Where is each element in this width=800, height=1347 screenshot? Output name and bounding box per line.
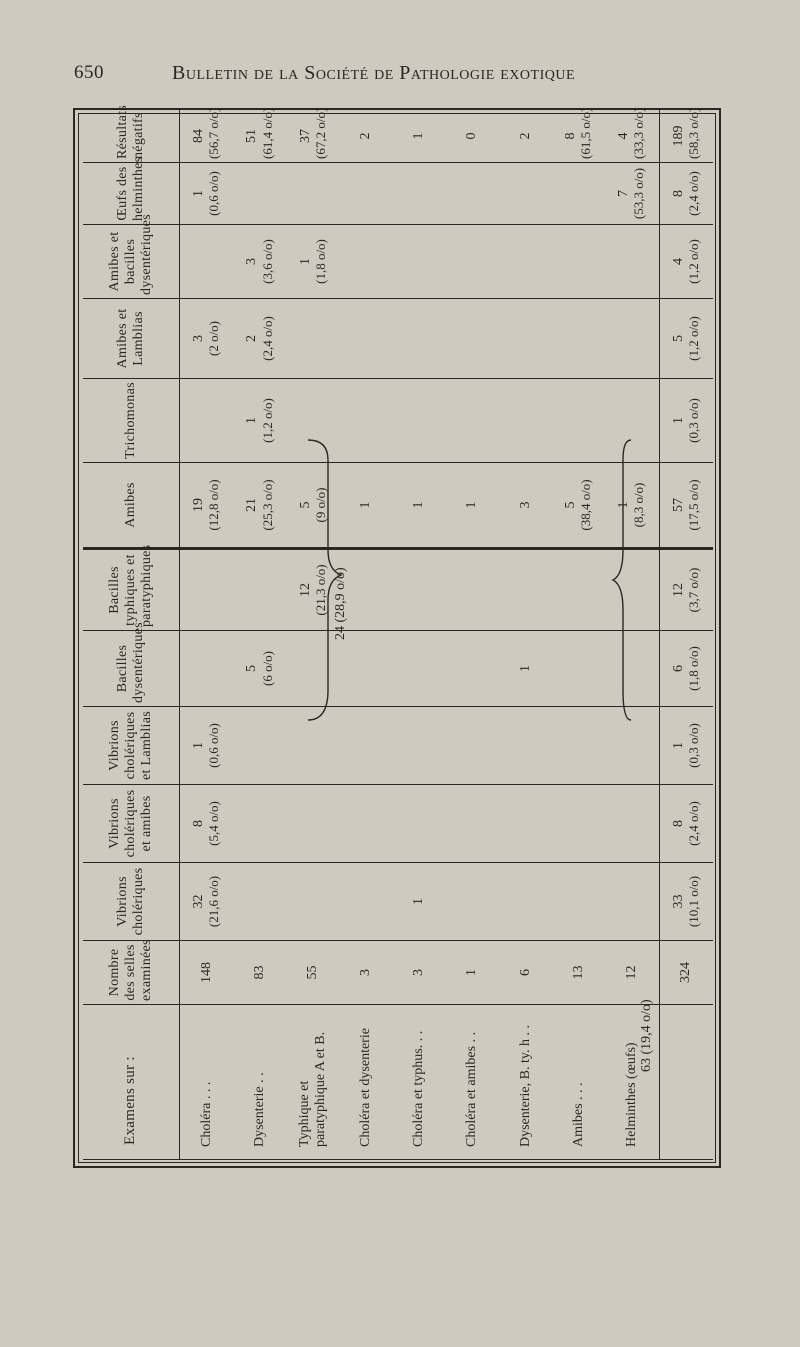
table-cell — [340, 785, 393, 863]
cell-percent: (1,8 o/o) — [312, 239, 328, 284]
table-cell — [233, 631, 286, 707]
group-note-total: 63 (19,4 o/o) — [639, 999, 654, 1072]
table-cell — [446, 549, 499, 631]
table-cell — [499, 225, 552, 299]
table-cell — [340, 379, 393, 463]
table-cell — [446, 463, 499, 549]
table-cell — [499, 941, 552, 1005]
cell-percent: (61,4 o/o) — [259, 107, 275, 159]
row-label: Dysenterie . . — [233, 1005, 286, 1160]
table-cell — [180, 463, 234, 549]
column-header: Nombre des selles examinées — [83, 941, 180, 1005]
table-cell — [340, 631, 393, 707]
table-cell — [393, 379, 446, 463]
table-cell — [605, 707, 659, 785]
table-cell — [180, 863, 234, 941]
cell-count: 1 — [670, 742, 686, 749]
table-cell — [393, 707, 446, 785]
cell-count: 1 — [297, 258, 313, 265]
cell-count: 1 — [464, 501, 480, 509]
table-cell — [286, 163, 339, 225]
table-cell — [552, 549, 605, 631]
row-label: Choléra et amibes . . — [446, 1005, 499, 1160]
column-header: Résultats négatifs — [83, 110, 180, 163]
table-cell — [605, 163, 659, 225]
table-cell — [659, 107, 713, 163]
table-cell — [552, 299, 605, 379]
table-cell — [446, 863, 499, 941]
table-cell — [286, 379, 339, 463]
table-row — [233, 110, 286, 1160]
table-cell — [659, 941, 713, 1005]
table-cell — [286, 631, 339, 707]
cell-count: 6 — [517, 969, 533, 976]
cell-percent: (21,3 o/o) — [312, 564, 328, 616]
cell-count: 21 — [244, 498, 260, 512]
table-cell — [499, 299, 552, 379]
column-header: Vibrions cholériques — [83, 863, 180, 941]
table-cell — [286, 549, 339, 631]
table-cell — [180, 941, 234, 1005]
table-cell — [552, 379, 605, 463]
table-cell — [233, 707, 286, 785]
cell-count: 1 — [191, 190, 207, 197]
table-cell — [499, 785, 552, 863]
cell-percent: (9 o/o) — [312, 487, 328, 523]
table-cell — [499, 707, 552, 785]
table-row — [659, 110, 713, 1160]
cell-count: 12 — [297, 583, 313, 597]
table-cell — [605, 299, 659, 379]
row-label: Choléra et dysenterie — [340, 1005, 393, 1160]
cell-percent: (12,8 o/o) — [206, 479, 222, 531]
cell-count: 1 — [616, 501, 632, 509]
table-cell — [233, 863, 286, 941]
table-row — [499, 110, 552, 1160]
table-cell — [233, 225, 286, 299]
cell-count: 189 — [670, 125, 686, 147]
table-cell — [605, 785, 659, 863]
row-label: Amibes . . . — [552, 1005, 605, 1160]
table-cell — [180, 225, 234, 299]
cell-percent: (0,6 o/o) — [206, 723, 222, 768]
table-cell — [659, 379, 713, 463]
table-header-row — [83, 110, 180, 1160]
table-cell — [340, 163, 393, 225]
cell-count: 5 — [297, 501, 313, 509]
cell-count: 148 — [198, 962, 214, 983]
cell-count: 2 — [244, 335, 260, 342]
group-note-typhique: 24 (28,9 o/o) — [333, 567, 348, 640]
row-label: Choléra . . . — [180, 1005, 234, 1160]
cell-count: 1 — [670, 417, 686, 424]
row-label: Typhique et paratyphique A et B. — [286, 1005, 339, 1160]
table-cell — [180, 379, 234, 463]
table-cell — [340, 863, 393, 941]
table-cell — [340, 225, 393, 299]
cell-count: 8 — [670, 190, 686, 197]
cell-percent: (8,3 o/o) — [631, 482, 647, 528]
table-cell — [233, 463, 286, 549]
column-header: Examens sur : — [83, 1005, 180, 1160]
cell-percent: (1,2 o/o) — [685, 239, 701, 284]
cell-percent: (0,3 o/o) — [685, 723, 701, 768]
table-cell — [605, 379, 659, 463]
cell-count: 7 — [616, 190, 632, 197]
table-cell — [340, 707, 393, 785]
cell-count: 8 — [563, 132, 579, 140]
table-cell — [393, 463, 446, 549]
table-row — [180, 110, 234, 1160]
table-cell — [605, 549, 659, 631]
cell-percent: (53,3 o/o) — [631, 167, 647, 220]
cell-count: 4 — [616, 132, 632, 140]
column-header: Amibes — [83, 463, 180, 549]
table-cell — [393, 941, 446, 1005]
table-cell — [605, 463, 659, 549]
table-cell — [286, 463, 339, 549]
table-cell — [180, 549, 234, 631]
cell-count: 3 — [411, 969, 427, 976]
table-cell — [552, 863, 605, 941]
table-cell — [552, 463, 605, 549]
table-cell — [286, 107, 339, 163]
table-cell — [180, 299, 234, 379]
cell-count: 5 — [670, 335, 686, 342]
cell-count: 3 — [191, 335, 207, 342]
table-cell — [659, 549, 713, 631]
table-cell — [446, 379, 499, 463]
table-cell — [552, 163, 605, 225]
table-cell — [552, 225, 605, 299]
cell-percent: (17,5 o/o) — [685, 479, 701, 531]
cell-percent: (1,2 o/o) — [259, 398, 275, 443]
cell-percent: (2,4 o/o) — [259, 316, 275, 361]
cell-percent: (56,7 o/o) — [206, 107, 222, 159]
table-cell — [446, 941, 499, 1005]
cell-percent: (21,6 o/o) — [206, 875, 222, 928]
table-cell — [552, 785, 605, 863]
table-cell — [552, 107, 605, 163]
cell-count: 3 — [358, 969, 374, 976]
table-cell — [286, 707, 339, 785]
table-cell — [659, 299, 713, 379]
table-cell — [340, 299, 393, 379]
cell-count: 324 — [678, 962, 694, 983]
table-cell — [393, 863, 446, 941]
cell-count: 5 — [563, 501, 579, 509]
table-cell — [446, 707, 499, 785]
table-cell — [552, 631, 605, 707]
table-cell — [552, 707, 605, 785]
table-body — [180, 107, 714, 1160]
column-header: Bacilles dysentériques — [83, 631, 180, 707]
cell-count: 0 — [464, 132, 480, 140]
table-cell — [180, 785, 234, 863]
table-cell — [233, 107, 286, 163]
table-cell — [659, 463, 713, 549]
page-number: 650 — [74, 62, 104, 83]
cell-percent: (3,7 o/o) — [685, 567, 701, 613]
cell-percent: (61,5 o/o) — [578, 107, 594, 159]
table-cell — [499, 110, 552, 163]
table-cell — [659, 785, 713, 863]
cell-count: 5 — [244, 665, 260, 672]
results-table — [83, 104, 713, 1160]
table-cell — [446, 299, 499, 379]
cell-count: 37 — [297, 129, 313, 143]
table-cell — [340, 941, 393, 1005]
table-cell — [233, 941, 286, 1005]
cell-percent: (58,3 o/o) — [685, 107, 701, 159]
cell-percent: (2,4 o/o) — [685, 801, 701, 846]
table-cell — [605, 631, 659, 707]
rotated-table-container — [83, 104, 713, 1160]
table-cell — [605, 863, 659, 941]
table-cell — [393, 549, 446, 631]
table-cell — [180, 163, 234, 225]
table-cell — [340, 110, 393, 163]
cell-count: 33 — [670, 894, 686, 909]
cell-count: 13 — [570, 965, 586, 980]
cell-count: 57 — [670, 498, 686, 512]
column-header: Trichomonas — [83, 379, 180, 463]
table-cell — [180, 707, 234, 785]
table-cell — [180, 107, 234, 163]
table-cell — [286, 863, 339, 941]
cell-percent: (10,1 o/o) — [685, 875, 701, 928]
cell-percent: (1,8 o/o) — [685, 646, 701, 691]
table-cell — [659, 225, 713, 299]
cell-count: 83 — [251, 965, 267, 980]
cell-count: 1 — [358, 501, 374, 509]
cell-count: 32 — [191, 894, 207, 909]
cell-percent: (67,2 o/o) — [312, 107, 328, 159]
cell-percent: (0,6 o/o) — [206, 171, 222, 216]
cell-percent: (6 o/o) — [259, 650, 275, 687]
cell-count: 1 — [517, 665, 533, 672]
table-cell — [393, 785, 446, 863]
table-cell — [233, 163, 286, 225]
table-cell — [233, 549, 286, 631]
table-cell — [605, 941, 659, 1005]
running-title: Bulletin de la Société de Pathologie exotique — [172, 62, 576, 84]
cell-percent: (3,6 o/o) — [259, 239, 275, 284]
cell-count: 6 — [670, 665, 686, 672]
cell-count: 51 — [244, 129, 260, 143]
cell-percent: (2 o/o) — [206, 320, 222, 357]
cell-count: 1 — [411, 898, 427, 905]
cell-count: 84 — [191, 129, 207, 143]
column-header: Œufs des helminthes — [83, 163, 180, 225]
table-cell — [659, 631, 713, 707]
table-cell — [393, 110, 446, 163]
table-cell — [446, 785, 499, 863]
table-cell — [499, 863, 552, 941]
table-cell — [499, 549, 552, 631]
table-cell — [499, 379, 552, 463]
cell-count: 8 — [670, 820, 686, 827]
cell-count: 3 — [244, 258, 260, 265]
cell-percent: (25,3 o/o) — [259, 479, 275, 531]
table-cell — [552, 941, 605, 1005]
cell-count: 4 — [670, 258, 686, 265]
table-cell — [446, 110, 499, 163]
cell-count: 12 — [670, 583, 686, 597]
table-cell — [659, 863, 713, 941]
table-cell — [286, 299, 339, 379]
cell-count: 19 — [191, 498, 207, 512]
table-cell — [659, 707, 713, 785]
table-cell — [499, 463, 552, 549]
row-label: Dysenterie, B. ty. h . . — [499, 1005, 552, 1160]
cell-percent: (38,4 o/o) — [578, 479, 594, 531]
table-cell — [286, 785, 339, 863]
table-cell — [286, 941, 339, 1005]
table-cell — [393, 299, 446, 379]
cell-count: 2 — [358, 132, 374, 140]
cell-count: 1 — [244, 417, 260, 424]
table-cell — [286, 225, 339, 299]
table-cell — [340, 463, 393, 549]
table-cell — [605, 107, 659, 163]
cell-count: 1 — [464, 969, 480, 976]
cell-count: 55 — [305, 965, 320, 980]
cell-count: 1 — [191, 742, 207, 749]
table-cell — [180, 631, 234, 707]
cell-percent: (33,3 o/o) — [631, 107, 647, 159]
cell-count: 8 — [191, 820, 207, 827]
column-header: Vibrions cholériques et amibes — [83, 785, 180, 863]
page-header — [74, 56, 720, 90]
table-cell — [659, 163, 713, 225]
table-cell — [393, 631, 446, 707]
cell-percent: (0,3 o/o) — [685, 398, 701, 443]
cell-count: 1 — [411, 501, 427, 509]
table-cell — [499, 631, 552, 707]
table-cell — [393, 163, 446, 225]
column-header: Amibes et bacilles dysentériques — [83, 225, 180, 299]
cell-count: 2 — [517, 132, 533, 140]
table-cell — [233, 785, 286, 863]
table-cell — [233, 379, 286, 463]
table-cell — [499, 163, 552, 225]
table-row — [286, 110, 339, 1160]
table-row — [393, 110, 446, 1160]
row-label — [659, 1005, 713, 1160]
cell-percent: (5,4 o/o) — [206, 801, 222, 846]
cell-count: 12 — [623, 965, 639, 980]
cell-count: 1 — [411, 132, 427, 140]
table-cell — [446, 225, 499, 299]
row-label: Helminthes (œufs) — [605, 1005, 659, 1160]
table-cell — [233, 299, 286, 379]
column-header: Vibrions cholériques et Lamblias — [83, 707, 180, 785]
row-label: Choléra et typhus. . . — [393, 1005, 446, 1160]
table-cell — [605, 225, 659, 299]
table-cell — [446, 163, 499, 225]
table-cell — [393, 225, 446, 299]
cell-percent: (1,2 o/o) — [685, 316, 701, 361]
table-cell — [446, 631, 499, 707]
column-header: Bacilles typhiques et paratyphiques — [83, 549, 180, 631]
column-header: Amibes et Lamblias — [83, 299, 180, 379]
table-row — [552, 110, 605, 1160]
table-row — [446, 110, 499, 1160]
cell-count: 3 — [517, 501, 533, 509]
cell-percent: (2,4 o/o) — [685, 171, 701, 216]
